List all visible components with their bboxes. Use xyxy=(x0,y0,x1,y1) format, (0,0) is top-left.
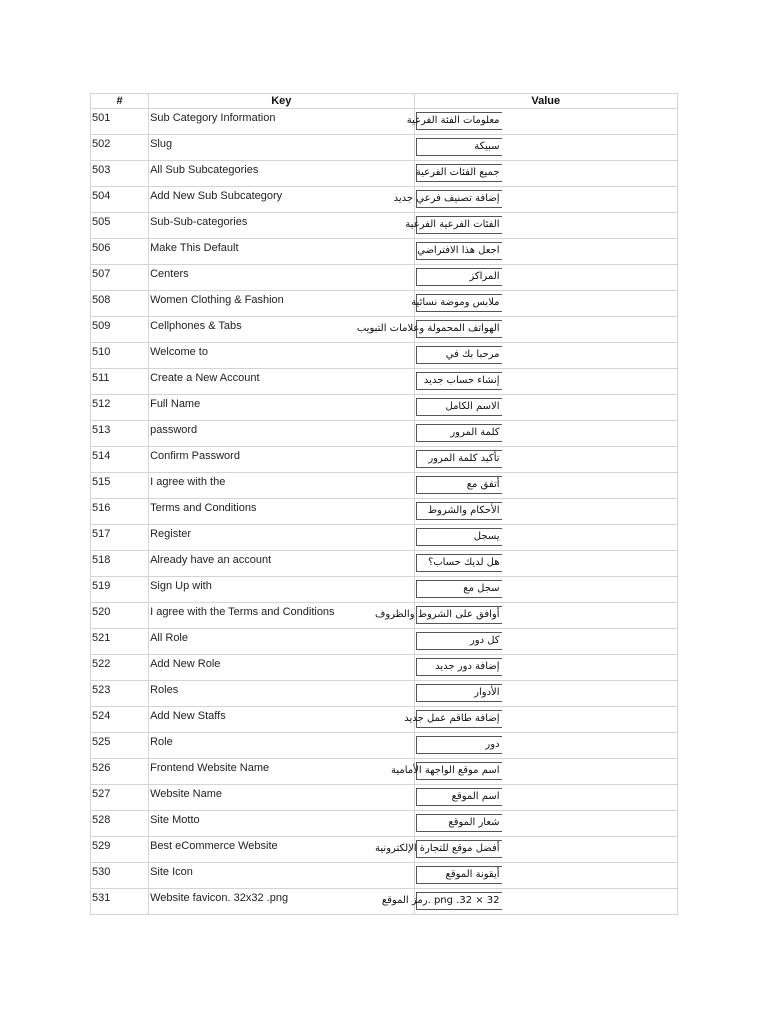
row-key-text: Best eCommerce Website xyxy=(150,840,278,852)
row-value-text: الهواتف المحمولة وعلامات التبويب xyxy=(416,320,502,338)
row-key xyxy=(149,785,414,811)
row-number xyxy=(91,681,149,707)
row-key xyxy=(149,343,414,369)
row-key-text: Site Icon xyxy=(150,866,193,878)
row-key xyxy=(149,733,414,759)
row-value xyxy=(414,447,677,473)
header-key: Key xyxy=(149,94,414,109)
row-number xyxy=(91,291,149,317)
row-value-wrap xyxy=(415,421,677,446)
row-number-text: 505 xyxy=(92,216,111,228)
table-row xyxy=(91,291,678,317)
row-value-wrap xyxy=(405,213,677,238)
row-number-text: 509 xyxy=(92,320,111,332)
table-row xyxy=(91,499,678,525)
row-value-wrap xyxy=(415,473,677,498)
row-key xyxy=(149,291,414,317)
table-row xyxy=(91,889,678,915)
row-value-wrap xyxy=(404,707,677,732)
row-number xyxy=(91,343,149,369)
row-number xyxy=(91,863,149,889)
row-value-text: سجل مع xyxy=(416,580,502,598)
row-value-wrap xyxy=(406,109,677,134)
row-number-text: 523 xyxy=(92,684,111,696)
row-value-wrap xyxy=(415,811,677,836)
row-value-wrap xyxy=(415,733,677,758)
row-value-text: الأحكام والشروط xyxy=(416,502,502,520)
row-key-text: All Role xyxy=(150,632,188,644)
row-key-text: Sign Up with xyxy=(150,580,212,592)
table-row xyxy=(91,681,678,707)
row-key xyxy=(149,239,414,265)
row-value-wrap xyxy=(415,135,677,160)
table-row xyxy=(91,785,678,811)
row-number xyxy=(91,733,149,759)
row-key-text: All Sub Subcategories xyxy=(150,164,259,176)
row-value-text: إنشاء حساب جديد xyxy=(416,372,502,390)
header-row xyxy=(91,94,678,109)
row-value xyxy=(404,707,677,733)
row-value-text: شعار الموقع xyxy=(416,814,502,832)
table-row xyxy=(91,577,678,603)
row-number-text: 501 xyxy=(92,112,111,124)
row-value-text: الفئات الفرعية الفرعية xyxy=(416,216,502,234)
row-key xyxy=(149,629,414,655)
table-row xyxy=(91,551,678,577)
row-number-text: 525 xyxy=(92,736,111,748)
row-number xyxy=(91,655,149,681)
translation-table xyxy=(90,93,678,915)
row-value-wrap xyxy=(415,239,677,264)
row-value xyxy=(414,161,677,187)
header-value: Value xyxy=(414,94,677,109)
row-value-text: اجعل هذا الافتراضي xyxy=(416,242,502,260)
table-row xyxy=(91,603,678,629)
row-key-text: Welcome to xyxy=(150,346,208,358)
row-key-text: Full Name xyxy=(150,398,201,410)
row-value-wrap xyxy=(415,629,677,654)
row-value xyxy=(414,629,677,655)
row-key-text: Site Motto xyxy=(150,814,200,826)
row-key xyxy=(149,759,414,785)
row-value-text: يسجل xyxy=(416,528,502,546)
row-value-text: اسم موقع الواجهة الأمامية xyxy=(416,762,502,780)
row-number xyxy=(91,837,149,863)
row-key-text: Make This Default xyxy=(150,242,239,254)
row-number xyxy=(91,369,149,395)
row-value xyxy=(381,889,677,915)
row-key xyxy=(149,395,414,421)
row-key xyxy=(149,109,414,135)
table-row xyxy=(91,473,678,499)
row-key-text: I agree with the Terms and Conditions xyxy=(150,606,335,618)
row-key xyxy=(149,525,414,551)
row-value xyxy=(414,863,677,889)
row-value xyxy=(414,395,677,421)
row-value xyxy=(391,759,677,785)
row-key-text: Website Name xyxy=(150,788,223,800)
row-value-wrap xyxy=(415,655,677,680)
row-value-text: سبيكة xyxy=(416,138,502,156)
row-number-text: 512 xyxy=(92,398,111,410)
row-number xyxy=(91,629,149,655)
row-number xyxy=(91,707,149,733)
row-value-wrap xyxy=(415,785,677,810)
row-number xyxy=(91,603,149,629)
row-key-text: password xyxy=(150,424,198,436)
row-value-wrap xyxy=(391,759,677,784)
row-value-wrap xyxy=(415,343,677,368)
row-value-text: أيقونة الموقع xyxy=(416,866,502,884)
row-value xyxy=(414,785,677,811)
row-number-text: 504 xyxy=(92,190,111,202)
row-number-text: 530 xyxy=(92,866,111,878)
row-value xyxy=(414,239,677,265)
row-value-wrap xyxy=(415,681,677,706)
row-value-text: أوافق على الشروط والظروف xyxy=(416,606,502,624)
row-number-text: 514 xyxy=(92,450,111,462)
table-row xyxy=(91,447,678,473)
row-key-text: Slug xyxy=(150,138,173,150)
table-row xyxy=(91,317,678,343)
row-number-text: 511 xyxy=(92,372,110,384)
row-number xyxy=(91,759,149,785)
row-key xyxy=(149,577,414,603)
row-key-text: Frontend Website Name xyxy=(150,762,270,774)
row-number-text: 503 xyxy=(92,164,111,176)
row-number-text: 510 xyxy=(92,346,111,358)
row-number-text: 520 xyxy=(92,606,111,618)
row-value-wrap xyxy=(415,395,677,420)
table-row xyxy=(91,629,678,655)
table-row xyxy=(91,837,678,863)
row-value xyxy=(414,681,677,707)
row-key-text: Role xyxy=(150,736,173,748)
row-number-text: 531 xyxy=(92,892,111,904)
row-value-text: أتفق مع xyxy=(416,476,502,494)
table-row xyxy=(91,733,678,759)
row-key xyxy=(149,707,414,733)
row-value xyxy=(356,317,677,343)
row-key-text: Terms and Conditions xyxy=(150,502,257,514)
row-key-text: Register xyxy=(150,528,192,540)
table-row xyxy=(91,343,678,369)
row-value-wrap xyxy=(415,265,677,290)
row-number-text: 522 xyxy=(92,658,111,670)
row-number xyxy=(91,889,149,915)
row-value-text: كل دور xyxy=(416,632,502,650)
row-number xyxy=(91,317,149,343)
table-row xyxy=(91,187,678,213)
row-value xyxy=(375,837,677,863)
row-key-text: Add New Staffs xyxy=(150,710,226,722)
row-value xyxy=(414,421,677,447)
row-value xyxy=(414,499,677,525)
row-key-text: Add New Sub Subcategory xyxy=(150,190,283,202)
header-number: # xyxy=(91,94,149,109)
row-key xyxy=(149,421,414,447)
row-value xyxy=(414,811,677,837)
row-value xyxy=(406,109,677,135)
row-number-text: 518 xyxy=(92,554,111,566)
row-value xyxy=(414,525,677,551)
row-value xyxy=(414,135,677,161)
row-value-wrap xyxy=(415,499,677,524)
row-key-text: Already have an account xyxy=(150,554,272,566)
table-row xyxy=(91,369,678,395)
table-row xyxy=(91,135,678,161)
row-number xyxy=(91,187,149,213)
row-number xyxy=(91,109,149,135)
row-number-text: 517 xyxy=(92,528,111,540)
row-key xyxy=(149,499,414,525)
row-number-text: 524 xyxy=(92,710,111,722)
row-key xyxy=(149,889,414,915)
row-number-text: 519 xyxy=(92,580,111,592)
row-value xyxy=(414,655,677,681)
table-row xyxy=(91,161,678,187)
row-key xyxy=(149,447,414,473)
row-value-wrap xyxy=(415,525,677,550)
row-value xyxy=(411,291,677,317)
row-number xyxy=(91,239,149,265)
row-key-text: Women Clothing & Fashion xyxy=(150,294,284,306)
row-number xyxy=(91,499,149,525)
row-key-text: Confirm Password xyxy=(150,450,240,462)
row-key-text: Cellphones & Tabs xyxy=(150,320,242,332)
row-number-text: 508 xyxy=(92,294,111,306)
row-key xyxy=(149,161,414,187)
row-value-text: أفضل موقع للتجارة الإلكترونية xyxy=(416,840,502,858)
table-row xyxy=(91,395,678,421)
row-number xyxy=(91,395,149,421)
row-value-text: إضافة طاقم عمل جديد xyxy=(416,710,502,728)
row-key-text: Create a New Account xyxy=(150,372,260,384)
table-row xyxy=(91,707,678,733)
table-row xyxy=(91,109,678,135)
row-number-text: 506 xyxy=(92,242,111,254)
row-number xyxy=(91,421,149,447)
row-value-wrap xyxy=(356,317,677,342)
row-number-text: 526 xyxy=(92,762,111,774)
row-number-text: 516 xyxy=(92,502,111,514)
row-value xyxy=(414,577,677,603)
table-row xyxy=(91,239,678,265)
table-row xyxy=(91,213,678,239)
row-number xyxy=(91,265,149,291)
row-value xyxy=(414,369,677,395)
row-value-text: إضافة تصنيف فرعي جديد xyxy=(416,190,502,208)
row-number-text: 529 xyxy=(92,840,111,852)
row-value-text: الاسم الكامل xyxy=(416,398,502,416)
row-key-text: I agree with the xyxy=(150,476,226,488)
row-key-text: Add New Role xyxy=(150,658,221,670)
row-value xyxy=(414,733,677,759)
row-value-wrap xyxy=(415,447,677,472)
row-value xyxy=(414,473,677,499)
row-value-text: إضافة دور جديد xyxy=(416,658,502,676)
row-number xyxy=(91,551,149,577)
row-key xyxy=(149,265,414,291)
row-value xyxy=(414,265,677,291)
row-key-text: Website favicon. 32x32 .png xyxy=(150,892,289,904)
row-number xyxy=(91,577,149,603)
row-number-text: 502 xyxy=(92,138,111,150)
row-value-wrap xyxy=(415,863,677,888)
row-key xyxy=(149,681,414,707)
row-number-text: 527 xyxy=(92,788,111,800)
row-number-text: 507 xyxy=(92,268,111,280)
row-number xyxy=(91,473,149,499)
row-value-text: اسم الموقع xyxy=(416,788,502,806)
row-value-text: المراكز xyxy=(416,268,502,286)
row-number-text: 515 xyxy=(92,476,111,488)
table-row xyxy=(91,863,678,889)
row-value xyxy=(405,213,677,239)
row-key xyxy=(149,655,414,681)
row-number xyxy=(91,161,149,187)
row-key xyxy=(149,187,414,213)
row-key-text: Sub Category Information xyxy=(150,112,276,124)
row-value-text: الأدوار xyxy=(416,684,502,702)
table-row xyxy=(91,759,678,785)
table-row xyxy=(91,811,678,837)
row-value-text: جميع الفئات الفرعية xyxy=(416,164,502,182)
row-number-text: 528 xyxy=(92,814,111,826)
row-value-wrap xyxy=(415,577,677,602)
row-key xyxy=(149,135,414,161)
row-number-text: 521 xyxy=(92,632,111,644)
row-number xyxy=(91,811,149,837)
row-value-text: تأكيد كلمة المرور xyxy=(416,450,502,468)
row-value-text: هل لديك حساب؟ xyxy=(416,554,502,572)
row-value-text: ملابس وموضة نسائية xyxy=(416,294,502,312)
row-value-wrap xyxy=(393,187,677,212)
table-row xyxy=(91,421,678,447)
row-value-text: png .32 × 32 .رمز الموقع xyxy=(416,892,502,910)
table-row xyxy=(91,525,678,551)
row-number xyxy=(91,447,149,473)
row-value-wrap xyxy=(411,291,677,316)
table-row xyxy=(91,265,678,291)
row-key xyxy=(149,473,414,499)
row-value-wrap xyxy=(381,889,677,914)
row-value-wrap xyxy=(415,369,677,394)
row-value xyxy=(393,187,677,213)
row-value-text: مرحبا بك في xyxy=(416,346,502,364)
row-key-text: Centers xyxy=(150,268,189,280)
row-value-wrap xyxy=(415,551,677,576)
row-key xyxy=(149,369,414,395)
row-number xyxy=(91,213,149,239)
row-value-text: معلومات الفئة الفرعية xyxy=(416,112,502,130)
row-key xyxy=(149,213,414,239)
row-value-text: كلمة المرور xyxy=(416,424,502,442)
row-number xyxy=(91,525,149,551)
row-key xyxy=(149,863,414,889)
row-key xyxy=(149,551,414,577)
row-value xyxy=(414,551,677,577)
row-value-text: دور xyxy=(416,736,502,754)
row-number-text: 513 xyxy=(92,424,111,436)
row-key-text: Roles xyxy=(150,684,179,696)
table-row xyxy=(91,655,678,681)
row-value-wrap xyxy=(415,161,677,186)
row-key xyxy=(149,811,414,837)
row-value-wrap xyxy=(374,603,677,628)
row-value xyxy=(414,343,677,369)
row-number xyxy=(91,135,149,161)
row-value-wrap xyxy=(375,837,677,862)
row-value xyxy=(374,603,677,629)
row-number xyxy=(91,785,149,811)
row-key-text: Sub-Sub-categories xyxy=(150,216,248,228)
